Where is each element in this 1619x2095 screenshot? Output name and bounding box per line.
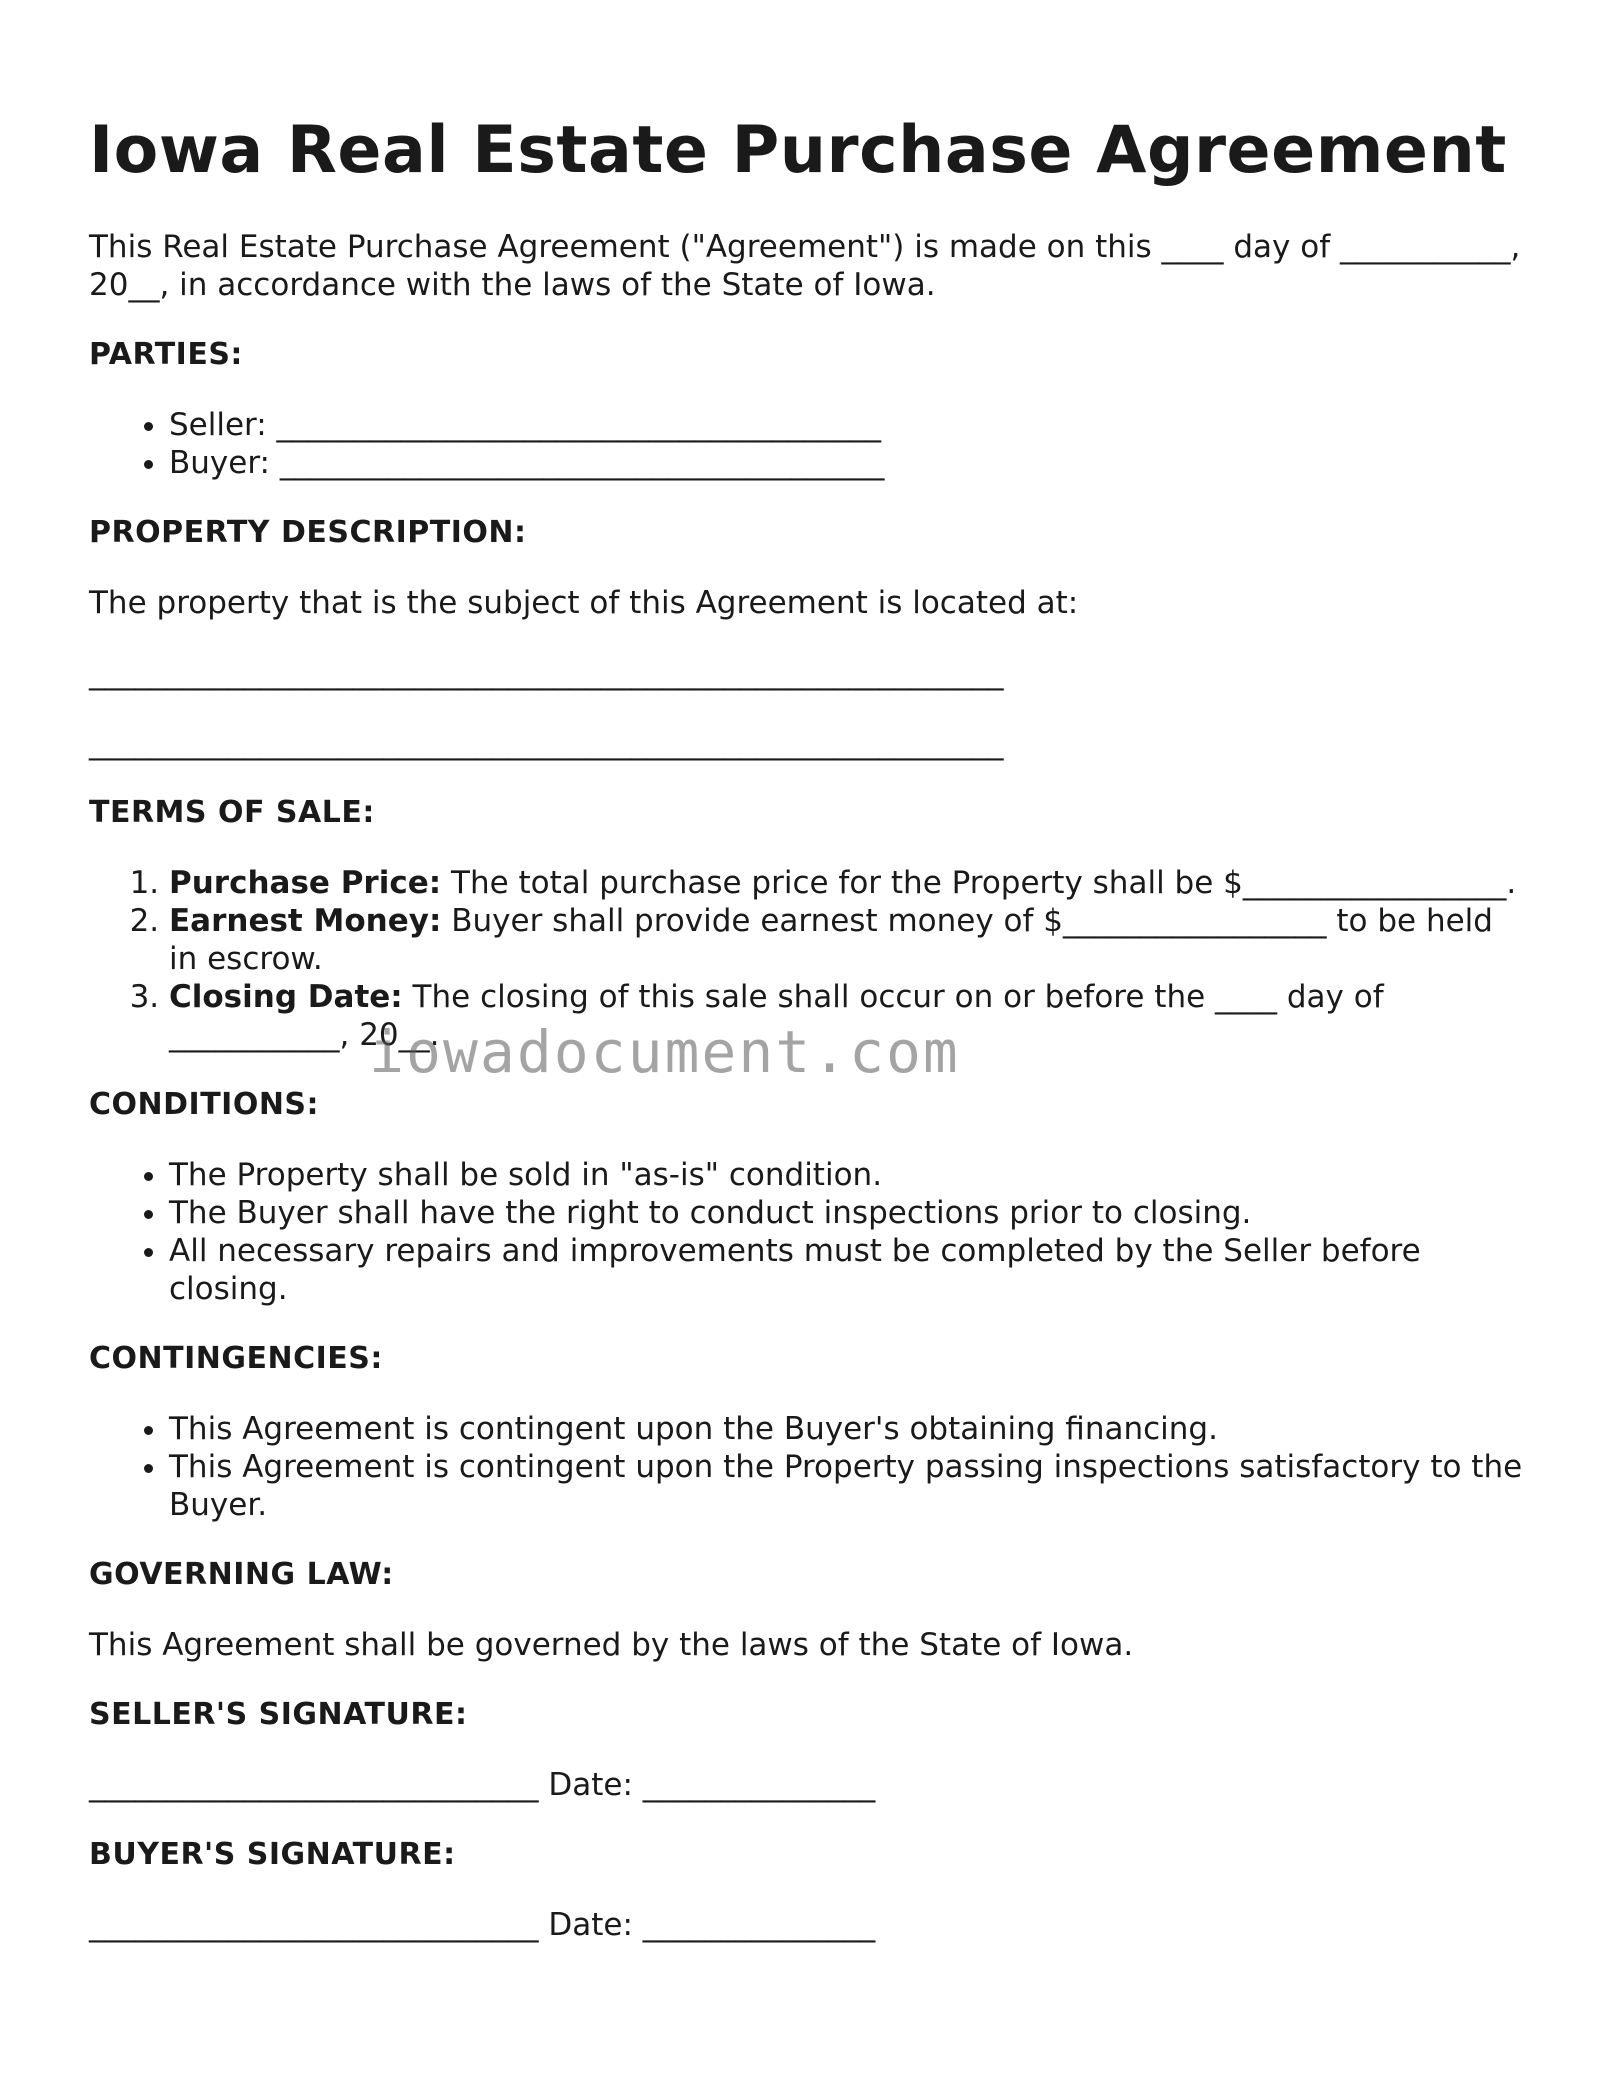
term-purchase-price xyxy=(169,864,1529,902)
contingencies-heading: CONTINGENCIES: xyxy=(89,1341,383,1376)
conditions-list xyxy=(89,1156,1529,1308)
term-text: The total purchase price for the Property shall be $_________________. xyxy=(441,865,1517,901)
list-item: • All necessary repairs and improvements must be completed by the Seller before closing. xyxy=(169,1232,1529,1308)
term-label: Purchase Price: xyxy=(169,865,442,901)
term-text: The closing of this sale shall occur on or before the ____ day of ___________, 20__. xyxy=(169,979,1384,1053)
term-label: Closing Date: xyxy=(169,979,403,1015)
property-text: The property that is the subject of this Agreement is located at: xyxy=(89,585,1079,621)
parties-list xyxy=(89,406,1529,482)
parties-heading: PARTIES: xyxy=(89,337,243,372)
terms-list xyxy=(89,864,1529,1054)
term-label: Earnest Money: xyxy=(169,903,442,939)
party-buyer: • Buyer: _______________________________________ xyxy=(169,444,1529,482)
term-text: Buyer shall provide earnest money of $_________________ to be held in escrow. xyxy=(169,903,1493,977)
buyer-signature-line: _____________________________ Date: _______________ xyxy=(89,1907,876,1943)
seller-signature-heading: SELLER'S SIGNATURE: xyxy=(89,1697,468,1732)
list-item: • This Agreement is contingent upon the Property passing inspections satisfactory to the Buyer. xyxy=(169,1448,1529,1524)
list-item: • The Property shall be sold in "as-is" condition. xyxy=(169,1156,1529,1194)
conditions-heading: CONDITIONS: xyxy=(89,1087,320,1122)
property-address-line-1: ___________________________________________________________ xyxy=(89,655,1004,691)
document-body xyxy=(89,228,1529,1976)
buyer-signature-heading: BUYER'S SIGNATURE: xyxy=(89,1837,456,1872)
document-title: Iowa Real Estate Purchase Agreement xyxy=(89,113,1507,188)
seller-signature-line: _____________________________ Date: _______________ xyxy=(89,1767,876,1803)
property-heading: PROPERTY DESCRIPTION: xyxy=(89,515,527,550)
list-item: • This Agreement is contingent upon the Buyer's obtaining financing. xyxy=(169,1410,1529,1448)
governing-law-heading: GOVERNING LAW: xyxy=(89,1557,394,1592)
property-address-line-2: ___________________________________________________________ xyxy=(89,725,1004,761)
governing-law-text: This Agreement shall be governed by the laws of the State of Iowa. xyxy=(89,1627,1134,1663)
term-closing-date xyxy=(169,978,1529,1054)
list-item: • The Buyer shall have the right to conduct inspections prior to closing. xyxy=(169,1194,1529,1232)
term-earnest-money xyxy=(169,902,1529,978)
watermark: iowadocument.com xyxy=(369,1018,960,1086)
intro-paragraph: This Real Estate Purchase Agreement ("Agreement") is made on this ____ day of ___________, 20__, in accordance with the laws of the State of Iowa. xyxy=(89,229,1521,303)
terms-heading: TERMS OF SALE: xyxy=(89,795,375,830)
party-seller: • Seller: _______________________________________ xyxy=(169,406,1529,444)
contingencies-list xyxy=(89,1410,1529,1524)
